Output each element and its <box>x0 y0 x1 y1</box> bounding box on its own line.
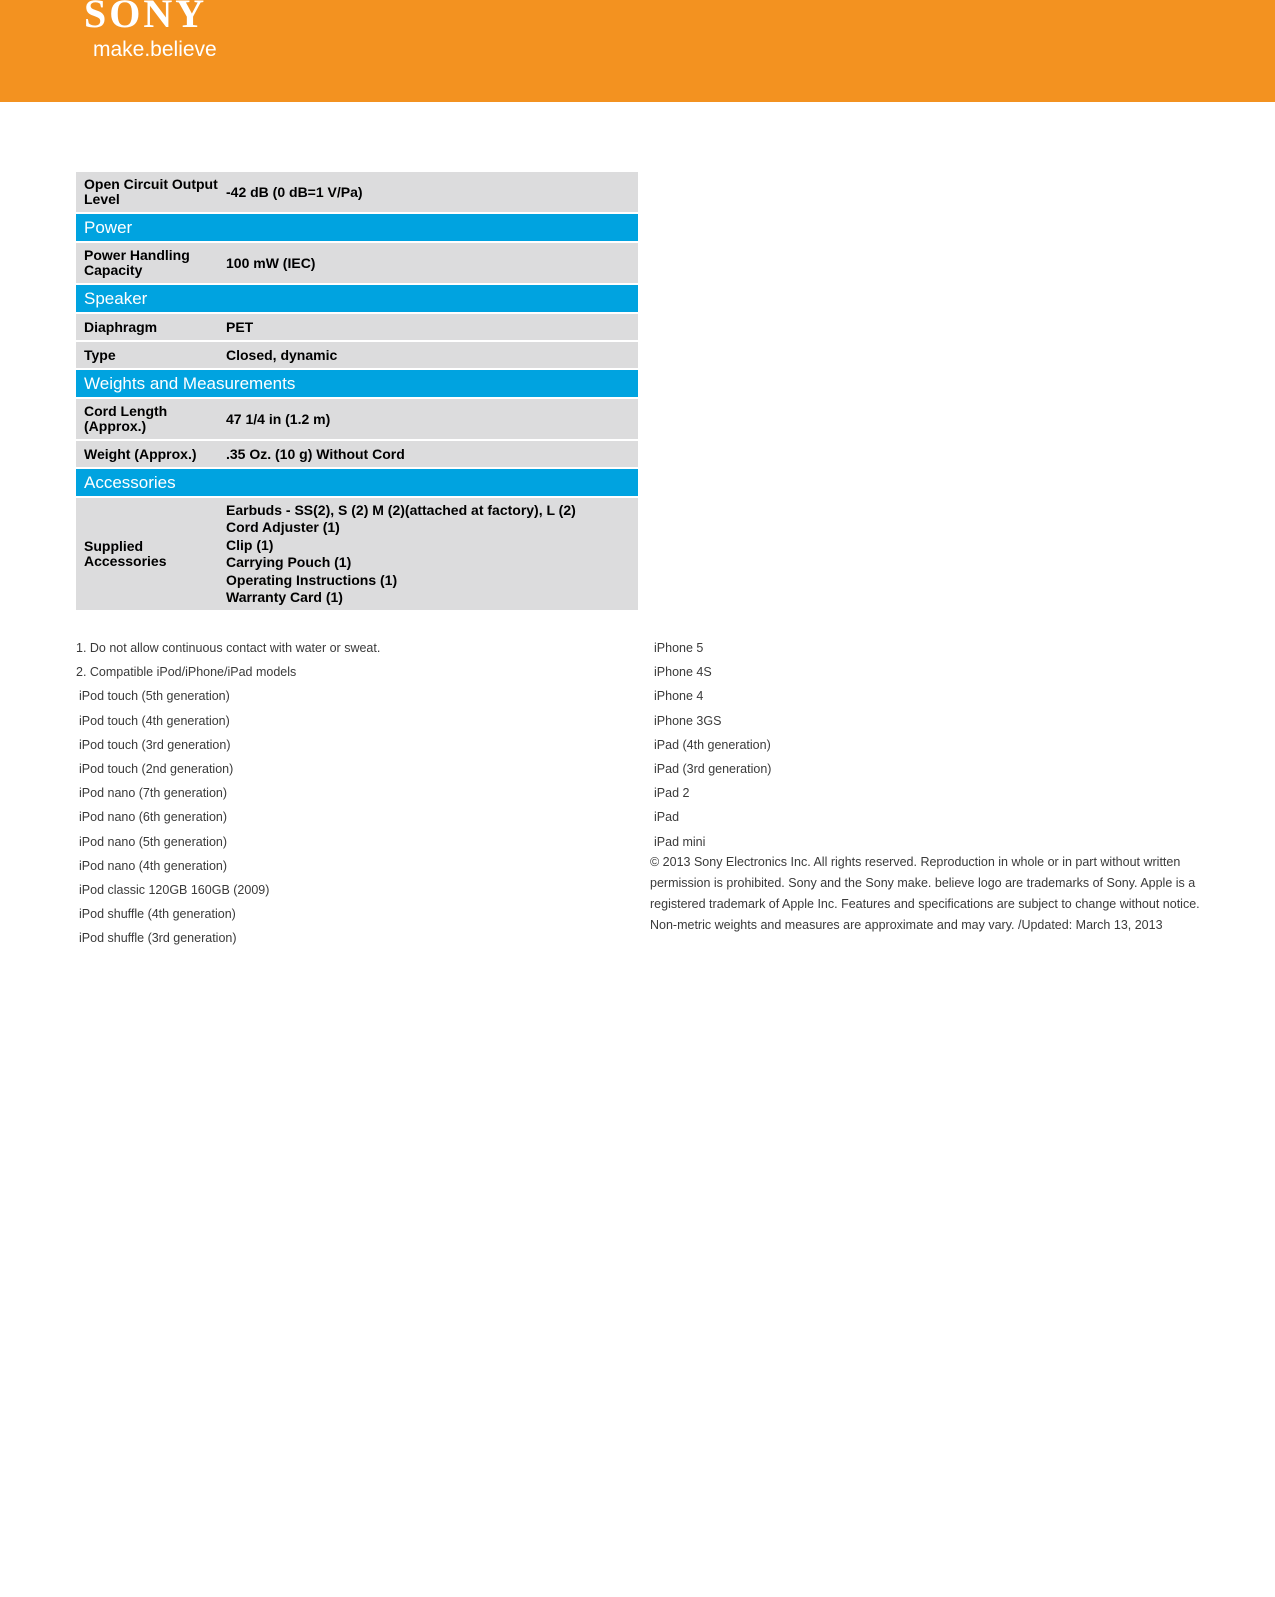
tagline: make.believe <box>93 38 217 61</box>
footnote-1: 1. Do not allow continuous contact with water or sweat. <box>76 641 381 655</box>
model-item: iPad <box>654 810 680 825</box>
accessory-item: Carrying Pouch (1) <box>226 554 352 570</box>
model-item: iPod shuffle (3rd generation) <box>79 931 237 946</box>
section-header-speaker: Speaker <box>76 285 638 312</box>
spec-value: Closed, dynamic <box>226 346 338 363</box>
model-item: iPod nano (4th generation) <box>79 858 228 873</box>
spec-row-supplied-accessories <box>76 498 638 610</box>
model-item: iPod touch (2nd generation) <box>79 761 234 776</box>
copyright-notice: © 2013 Sony Electronics Inc. All rights reserved. Reproduction in whole or in part without written permission is prohibited. Sony and the Sony make. believe logo are trademarks of Sony. Apple is a registered trademark of Apple Inc. Features and specifications are subject to change without notice. Non-metric weights and measures are approximate and may vary. /Updated: March 13, 2013 <box>650 855 1200 932</box>
model-item: iPhone 4 <box>654 689 704 704</box>
spec-label: Weight (Approx.) <box>84 445 197 462</box>
accessory-item: Clip (1) <box>226 536 274 553</box>
model-item: iPod touch (5th generation) <box>79 689 230 704</box>
spec-value: -42 dB (0 dB=1 V/Pa) <box>226 183 363 200</box>
accessory-item: Cord Adjuster (1) <box>226 519 340 535</box>
footnotes-left <box>76 636 380 950</box>
model-item: iPhone 5 <box>654 641 704 655</box>
accessory-item: Operating Instructions (1) <box>226 571 398 588</box>
model-item: iPod touch (3rd generation) <box>79 737 231 752</box>
model-item: iPod nano (5th generation) <box>79 834 228 849</box>
model-item: iPad (3rd generation) <box>654 761 772 776</box>
footnote-2: 2. Compatible iPod/iPhone/iPad models <box>76 665 297 680</box>
spec-value-list <box>226 502 638 607</box>
spec-label: Open Circuit Output Level <box>84 176 218 207</box>
spec-label: Diaphragm <box>84 318 158 335</box>
header-banner <box>0 0 1275 102</box>
spec-row-cord-length <box>76 399 638 439</box>
spec-value: .35 Oz. (10 g) Without Cord <box>226 445 405 462</box>
sony-logo: SONY <box>84 0 208 36</box>
model-item: iPad 2 <box>654 786 690 801</box>
spec-value: PET <box>226 318 254 335</box>
model-item: iPod nano (7th generation) <box>79 786 228 801</box>
section-header-weights: Weights and Measurements <box>76 370 638 397</box>
model-item: iPad (4th generation) <box>654 737 771 752</box>
model-item: iPhone 3GS <box>654 713 722 728</box>
spec-label: Power Handling Capacity <box>84 247 190 278</box>
section-header-power: Power <box>76 214 638 241</box>
spec-row-power-handling <box>76 243 638 283</box>
spec-table <box>76 172 638 612</box>
model-item: iPod touch (4th generation) <box>79 713 230 728</box>
section-header-accessories: Accessories <box>76 469 638 496</box>
spec-label: Supplied Accessories <box>84 538 167 569</box>
model-item: iPhone 4S <box>654 665 712 680</box>
spec-row-diaphragm <box>76 314 638 340</box>
footnotes-right <box>654 636 771 854</box>
spec-value: 100 mW (IEC) <box>226 254 316 271</box>
accessory-item: Warranty Card (1) <box>226 589 343 605</box>
spec-row-weight <box>76 441 638 467</box>
spec-row-type <box>76 342 638 368</box>
spec-label: Type <box>84 346 116 363</box>
model-item: iPad mini <box>654 834 706 849</box>
spec-row-open-circuit <box>76 172 638 212</box>
model-item: iPod nano (6th generation) <box>79 810 228 825</box>
accessory-item: Earbuds - SS(2), S (2) M (2)(attached at factory), L (2) <box>226 501 576 518</box>
spec-label: Cord Length (Approx.) <box>84 403 168 434</box>
model-item: iPod classic 120GB 160GB (2009) <box>79 882 270 897</box>
model-item: iPod shuffle (4th generation) <box>79 907 236 922</box>
spec-value: 47 1/4 in (1.2 m) <box>226 410 331 427</box>
